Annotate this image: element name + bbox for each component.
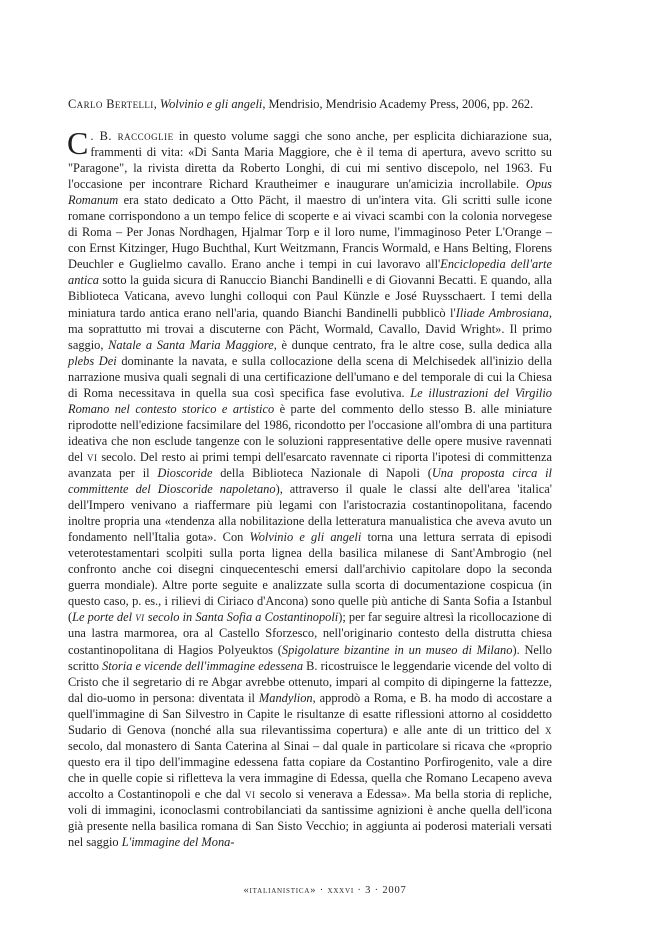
italic-title: secolo in Santa Sofia a Costantinopoli bbox=[144, 610, 339, 625]
italic-title: Le illustrazioni del Virgilio Romano nel contesto storico e artistico bbox=[68, 385, 552, 416]
book-author: Carlo Bertelli bbox=[68, 97, 154, 111]
italic-title: plebs Dei bbox=[68, 353, 117, 368]
roman-numeral: vi bbox=[245, 786, 256, 801]
body-text: , è dunque centrato, fra le altre cose, sulla dedica alla bbox=[273, 337, 553, 352]
italic-title: Storia e vicende dell'immagine edessena bbox=[102, 658, 304, 673]
body-text: secolo. Del resto ai primi tempi dell'esarcato ravennate ci riporta l'ipotesi di committenza avanzata per il bbox=[68, 449, 552, 480]
body-text: , approdò a Roma, e B. ha modo di accostare a quell'immagine di San Silvestro in Capite le risultanze di esatte riflessioni attorno al cosiddetto Sudario di Genova (nonché alla sua rilevantissima copertura) e alle ante di un trittico del bbox=[68, 690, 552, 737]
body-text: secolo si venerava a Edessa». Ma bella storia di repliche, voli di immagini, iconoclasmi controbilanciati da santissime agnizioni è anche quella dell'icona già presente nella basilica romana di San Sisto Vecchio; in aggiunta ai poderosi materiali versati nel saggio bbox=[68, 786, 552, 850]
italic-title: L'immagine del Mona- bbox=[121, 835, 235, 850]
italic-title: Mandylion bbox=[258, 690, 313, 705]
italic-title: Le porte del bbox=[72, 610, 136, 625]
running-footer: «italianistica» · xxxvi · 3 · 2007 bbox=[243, 885, 407, 896]
italic-title: Dioscoride bbox=[157, 465, 213, 480]
body-text: sotto la guida sicura di Ranuccio Bianchi Bandinelli e di Giovanni Becatti. E quando, alla Biblioteca Vaticana, avevo lunghi colloqui con Paul Künzle e José Ruysschaert. I temi della miniatura tardo antica erano nell'aria, quando Bianchi Bandinelli pubblicò l' bbox=[68, 273, 552, 320]
body-text: ). Nello scritto bbox=[68, 642, 552, 673]
book-publication: , Mendrisio, Mendrisio Academy Press, 2006, pp. 262. bbox=[262, 97, 534, 111]
body-text: torna una lettura serrata di episodi veterotestamentari scolpiti sulla porta lignea della basilica milanese di Sant'Ambrogio (nel confronto anche coi disegni cinquecenteschi emersi dall'archivio capitolare dopo la seconda guerra mondiale). Altre porte seguite e analizzate sulla scorta di documentazione cospicua (in questo caso, p. es., i rilievi di Ciriaco d'Ancona) sono quelle più antiche di Santa Sofia a Istanbul ( bbox=[68, 530, 552, 625]
drop-cap: C bbox=[67, 125, 89, 161]
italic-title: Spigolature bizantine in un museo di Milano bbox=[281, 642, 513, 657]
review-body bbox=[67, 125, 553, 850]
body-text: ); per far seguire altresì la ricollocazione di una lastra marmorea, ora al Castello Sforzesco, nell'originario contesto della distrutta chiesa costantinopolitana di Hagios Polyeuktos ( bbox=[68, 610, 552, 657]
body-text: era stato dedicato a Otto Pächt, il maestro di un'intera vita. Gli scritti sulle icone romane corrispondono a un tempo felice di scoperte e ai vivaci scambi con la colonia norvegese di Roma – Per Jonas Nordhagen, Hjalmar Torp e il loro nume, l'immaginoso Peter L'Orange – con Ernst Kitzinger, Hugo Buchthal, Kurt Weitzmann, Francis Wormald, e Hans Belting, Florens Deuchler e Guglielmo cavallo. Erano anche i tempi in cui lavoravo all' bbox=[68, 193, 552, 272]
roman-numeral: x bbox=[545, 722, 552, 737]
body-text: secolo, dal monastero di Santa Caterina al Sinai – dal quale in particolare si ricava che «proprio questo era il tipo dell'immagine edessena fatta copiare da Costantino Porfirogenito, vale a dire che in quelle copie si rifletteva la vera immagine di Edessa, quella che Romano Lecapeno aveva accolto a Costantinopoli e che dal bbox=[68, 738, 552, 801]
book-title: Wolvinio e gli angeli bbox=[159, 97, 263, 111]
italic-title: Una proposta circa il committente del Dioscoride napoletano bbox=[68, 465, 552, 497]
body-text: dominante la navata, e sulla collocazione della scena di Melchisedek all'inizio della narrazione musiva quali segnali di una certificazione dell'umano e del temporale di cui la Chiesa di Roma necessitava in quella sua così specifica fase evolutiva. bbox=[68, 353, 552, 400]
roman-numeral: vi bbox=[86, 449, 98, 464]
roman-numeral: vi bbox=[135, 610, 145, 625]
italic-title: Iliade Ambrosiana bbox=[455, 305, 549, 320]
body-text: B. ricostruisce le leggendarie vicende del volto di Cristo che il segretario di re Abgar avrebbe ottenuto, impari al compito di dipingerne la fattezze, dal dio-uomo in persona: diventata il bbox=[68, 658, 552, 705]
italic-title: Opus Romanum bbox=[68, 177, 552, 208]
body-text: in questo volume saggi che sono anche, per esplicita dichiarazione sua, frammenti di vita: «Di Santa Maria Maggiore, che è il tema di apertura, avevo scritto su "Paragone", la rivista diretta da Roberto Longhi, di cui mi sentivo discepolo, nel 1963. Fu l'occasione per incontrare Richard Krautheimer e inaugurare un'amicizia incrollabile. bbox=[68, 129, 552, 192]
body-text: è parte del commento dello stesso B. alle miniature riprodotte nell'edizione facsimilare del 1986, ricondotto per l'occasione all'ombra di una partitura ideativa che non esclude tangenze con le soluzioni rappresentative delle opere musive ravennati del bbox=[68, 401, 552, 464]
italic-title: Wolvinio e gli angeli bbox=[249, 530, 362, 545]
author-initials: . B. raccoglie bbox=[90, 129, 174, 143]
italic-title: Enciclopedia dell'arte antica bbox=[68, 257, 552, 288]
body-text: della Biblioteca Nazionale di Napoli ( bbox=[212, 465, 432, 480]
body-text: , ma soprattutto mi trovai a discuterne con Pächt, Wormald, Cavallo, David Wright». Il primo saggio, bbox=[68, 305, 552, 352]
italic-title: Natale a Santa Maria Maggiore bbox=[108, 337, 274, 352]
citation-separator: , bbox=[153, 97, 160, 111]
review-citation bbox=[68, 96, 552, 112]
body-text: ), attraverso il quale le classi alte dell'area 'italica' dell'Impero venivano a riaffermare più legami con l'aristocrazia costantinopolitana, facendo inoltre propria una «tendenza alla nobilitazione della letteratura manualistica che aveva avuto un fondamento nell'Italia gota». Con bbox=[68, 482, 552, 545]
